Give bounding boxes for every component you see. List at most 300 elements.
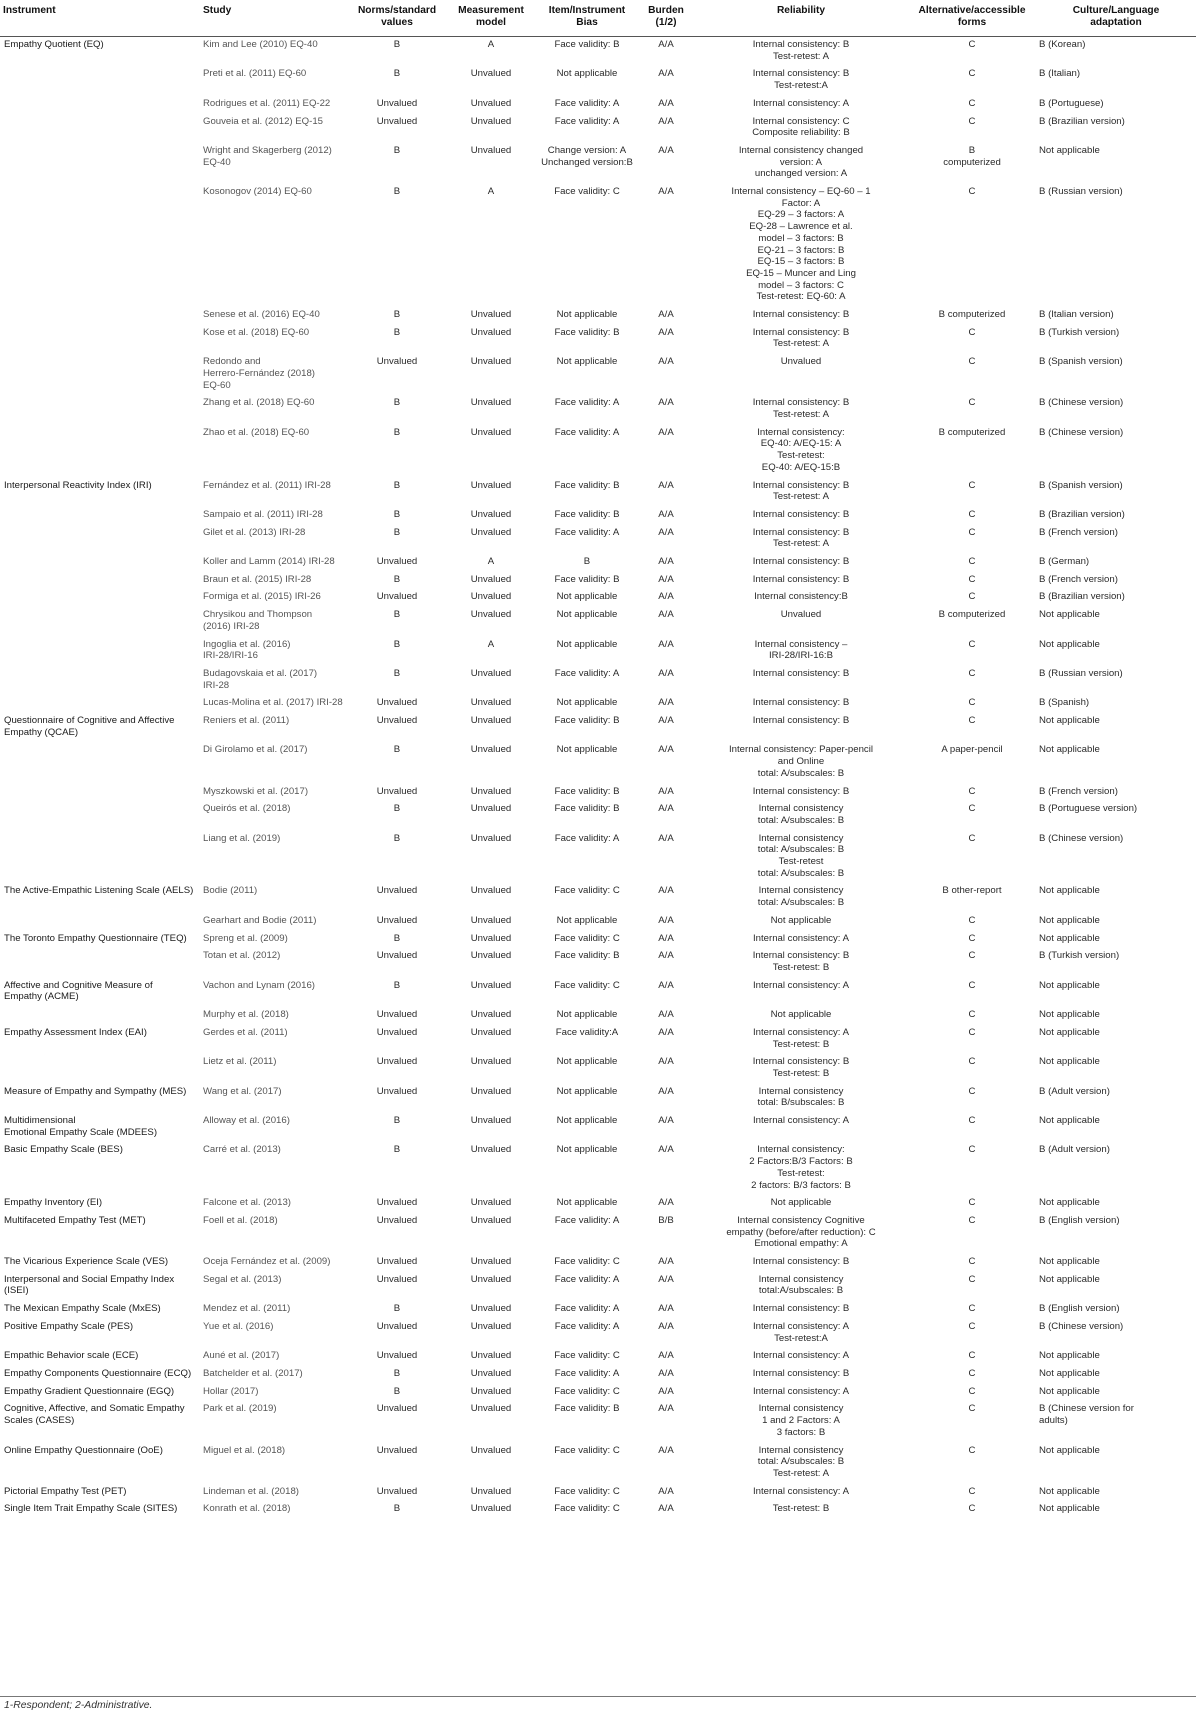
norms-cell — [348, 1142, 446, 1195]
table-footnote: 1-Respondent; 2-Administrative. — [4, 1700, 153, 1711]
cell-line: Internal consistency: B — [752, 326, 850, 338]
measurement-model-cell — [446, 37, 536, 67]
culture-cell — [1036, 801, 1196, 830]
bias-cell — [536, 637, 638, 666]
cell-line: Face validity: B — [554, 950, 620, 962]
reliability-cell — [694, 425, 908, 478]
table-row — [0, 325, 1196, 354]
norms-cell — [348, 1054, 446, 1083]
cell-line: Face validity: B — [554, 715, 620, 727]
table-row — [0, 1443, 1196, 1484]
cell-line: Face validity: A — [554, 426, 620, 438]
cell-line: A/A — [658, 397, 674, 409]
forms-cell — [908, 507, 1036, 525]
culture-cell — [1036, 307, 1196, 325]
cell-line: and Online — [777, 756, 825, 768]
reliability-cell — [694, 66, 908, 95]
measurement-model-cell — [446, 1384, 536, 1402]
study-cell — [200, 666, 348, 695]
table-row — [0, 1113, 1196, 1142]
burden-cell — [638, 1007, 694, 1025]
cell-line: A/A — [658, 932, 674, 944]
table-row — [0, 1384, 1196, 1402]
measurement-model-cell — [446, 114, 536, 143]
burden-cell — [638, 666, 694, 695]
culture-cell — [1036, 637, 1196, 666]
cell-line: C — [968, 638, 976, 650]
cell-line: Internal consistency: — [757, 1144, 845, 1156]
cell-line: Unvalued — [470, 697, 512, 709]
cell-line: Face validity: A — [554, 97, 620, 109]
cell-line: Liang et al. (2019) — [203, 832, 281, 844]
bias-cell — [536, 883, 638, 912]
study-cell — [200, 1348, 348, 1366]
culture-cell — [1036, 354, 1196, 395]
cell-line: total: A/subscales: B — [757, 897, 845, 909]
cell-line: Unvalued — [376, 1350, 418, 1362]
study-cell — [200, 1084, 348, 1113]
bias-cell — [536, 184, 638, 307]
cell-line: A/A — [658, 1403, 674, 1415]
burden-cell — [638, 1301, 694, 1319]
cell-line: B (Adult version) — [1039, 1144, 1110, 1156]
culture-cell — [1036, 395, 1196, 424]
cell-line: A/A — [658, 356, 674, 368]
culture-cell — [1036, 1443, 1196, 1484]
cell-line: A/A — [658, 1256, 674, 1268]
forms-cell — [908, 1384, 1036, 1402]
norms-cell — [348, 1301, 446, 1319]
cell-line: B — [393, 832, 401, 844]
culture-cell — [1036, 1319, 1196, 1348]
bias-cell — [536, 1084, 638, 1113]
cell-line: Not applicable — [556, 1144, 618, 1156]
norms-cell — [348, 507, 446, 525]
cell-line: Batchelder et al. (2017) — [203, 1367, 303, 1379]
table-row — [0, 37, 1196, 67]
cell-line: Empathy Gradient Questionnaire (EGQ) — [4, 1385, 175, 1397]
cell-line: Test-retest: B — [772, 1503, 830, 1515]
cell-line: C — [968, 979, 976, 991]
header-study — [200, 0, 348, 37]
cell-line: Not applicable — [556, 591, 618, 603]
cell-line: A/A — [658, 914, 674, 926]
cell-line: Unvalued — [470, 68, 512, 80]
cell-line: Internal consistency: A — [753, 1026, 849, 1038]
study-cell — [200, 607, 348, 636]
cell-line: Not applicable — [556, 1009, 618, 1021]
cell-line: Unvalued — [376, 885, 418, 897]
culture-cell — [1036, 1366, 1196, 1384]
reliability-cell — [694, 307, 908, 325]
cell-line: A/A — [658, 309, 674, 321]
measurement-model-cell — [446, 695, 536, 713]
cell-line: Unvalued — [470, 1485, 512, 1497]
cell-line: B (Brazilian version) — [1039, 591, 1125, 603]
instrument-cell — [0, 913, 200, 931]
instrument-cell — [0, 572, 200, 590]
cell-line: B — [393, 326, 401, 338]
table-row — [0, 1272, 1196, 1301]
forms-cell — [908, 713, 1036, 742]
cell-line: C — [968, 1303, 976, 1315]
cell-line: Test-retest: — [777, 450, 825, 462]
bias-cell — [536, 1113, 638, 1142]
forms-cell — [908, 1213, 1036, 1254]
instrument-cell — [0, 978, 200, 1007]
cell-line: Not applicable — [1039, 1367, 1100, 1379]
instrument-cell — [0, 784, 200, 802]
reliability-cell — [694, 395, 908, 424]
culture-cell — [1036, 913, 1196, 931]
reliability-cell — [694, 1348, 908, 1366]
norms-cell — [348, 913, 446, 931]
header-burden — [638, 0, 694, 37]
instrument-cell — [0, 695, 200, 713]
cell-line: A/A — [658, 885, 674, 897]
cell-line: Face validity: B — [554, 508, 620, 520]
instrument-cell — [0, 1025, 200, 1054]
norms-cell — [348, 1384, 446, 1402]
cell-line: A paper-pencil — [941, 744, 1003, 756]
norms-cell — [348, 948, 446, 977]
cell-line: Test-retest: A — [773, 338, 829, 350]
cell-line: Face validity: A — [554, 397, 620, 409]
cell-line: Miguel et al. (2018) — [203, 1444, 286, 1456]
cell-line: Not applicable — [770, 914, 832, 926]
forms-cell — [908, 1054, 1036, 1083]
forms-cell — [908, 1443, 1036, 1484]
cell-line: Unvalued — [470, 950, 512, 962]
cell-line: Multidimensional — [4, 1115, 76, 1127]
cell-line: Not applicable — [1039, 1503, 1100, 1515]
cell-line: Face validity: C — [554, 932, 620, 944]
instrument-cell — [0, 1195, 200, 1213]
measurement-model-cell — [446, 1084, 536, 1113]
cell-line: Ingoglia et al. (2016) — [203, 638, 291, 650]
cell-line: B (Chinese version) — [1039, 1320, 1124, 1332]
cell-line: model – 3 factors: B — [758, 232, 844, 244]
cell-line: EQ-15 – 3 factors: B — [757, 256, 845, 268]
study-cell — [200, 1272, 348, 1301]
header-culture — [1036, 0, 1196, 37]
cell-line: Unvalued — [780, 356, 822, 368]
measurement-model-cell — [446, 742, 536, 783]
cell-line: Face validity: A — [554, 667, 620, 679]
cell-line: Lietz et al. (2011) — [203, 1056, 277, 1068]
cell-line: B (Brazilian version) — [1039, 115, 1125, 127]
bias-cell — [536, 801, 638, 830]
cell-line: A/A — [658, 115, 674, 127]
study-cell — [200, 913, 348, 931]
cell-line: B — [393, 508, 401, 520]
cell-line: Not applicable — [1039, 609, 1100, 621]
cell-line: Unvalued — [470, 1303, 512, 1315]
cell-line: Not applicable — [556, 914, 618, 926]
cell-line: Not applicable — [556, 1197, 618, 1209]
cell-line: B — [393, 1115, 401, 1127]
cell-line: IRI-28 — [203, 679, 230, 691]
instrument-cell — [0, 1301, 200, 1319]
measurement-model-cell — [446, 525, 536, 554]
cell-line: B/B — [658, 1214, 674, 1226]
table-row — [0, 395, 1196, 424]
cell-line: Unvalued — [376, 1256, 418, 1268]
norms-cell — [348, 1484, 446, 1502]
norms-cell — [348, 801, 446, 830]
table-row — [0, 554, 1196, 572]
cell-line: EQ-60 — [203, 379, 231, 391]
cell-line: Unvalued — [470, 1197, 512, 1209]
cell-line: Totan et al. (2012) — [203, 950, 281, 962]
cell-line: Face validity: C — [554, 1444, 620, 1456]
study-cell — [200, 1195, 348, 1213]
cell-line: C — [968, 715, 976, 727]
cell-line: C — [968, 1367, 976, 1379]
bias-cell — [536, 525, 638, 554]
reliability-cell — [694, 1301, 908, 1319]
cell-line: Oceja Fernández et al. (2009) — [203, 1256, 331, 1268]
bias-cell — [536, 1301, 638, 1319]
cell-line: Not applicable — [556, 609, 618, 621]
reliability-cell — [694, 1142, 908, 1195]
burden-cell — [638, 784, 694, 802]
cell-line: The Vicarious Experience Scale (VES) — [4, 1256, 169, 1268]
cell-line: Internal consistency: B — [752, 573, 850, 585]
table-row — [0, 1348, 1196, 1366]
cell-line: Face validity: C — [554, 1350, 620, 1362]
bias-cell — [536, 742, 638, 783]
bias-cell — [536, 607, 638, 636]
cell-line: Internal consistency — [758, 1273, 844, 1285]
cell-line: IRI-28/IRI-16:B — [769, 650, 833, 662]
cell-line: A/A — [658, 1197, 674, 1209]
forms-cell — [908, 554, 1036, 572]
table-row — [0, 96, 1196, 114]
reliability-cell — [694, 1384, 908, 1402]
instrument-cell — [0, 525, 200, 554]
forms-cell — [908, 831, 1036, 884]
cell-line: A/A — [658, 1303, 674, 1315]
cell-line: B — [393, 932, 401, 944]
cell-line: Unvalued — [376, 1273, 418, 1285]
reliability-cell — [694, 507, 908, 525]
cell-line: A/A — [658, 479, 674, 491]
cell-line: A/A — [658, 39, 674, 50]
cell-line: A/A — [658, 803, 674, 815]
reliability-cell — [694, 325, 908, 354]
norms-cell — [348, 1348, 446, 1366]
reliability-cell — [694, 1213, 908, 1254]
study-cell — [200, 742, 348, 783]
bias-cell — [536, 1213, 638, 1254]
cell-line: total:A/subscales: B — [758, 1285, 844, 1297]
measurement-model-cell — [446, 784, 536, 802]
cell-line: C — [968, 1085, 976, 1097]
cell-line: Unvalued — [470, 479, 512, 491]
culture-cell — [1036, 96, 1196, 114]
study-cell — [200, 1254, 348, 1272]
bias-cell — [536, 572, 638, 590]
header-instrument — [0, 0, 200, 37]
cell-line: A/A — [658, 186, 674, 198]
cell-line: Hollar (2017) — [203, 1385, 259, 1397]
header-line: Item/Instrument — [548, 5, 626, 16]
cell-line: C — [968, 1273, 976, 1285]
cell-line: B — [393, 186, 401, 198]
burden-cell — [638, 425, 694, 478]
cell-line: Measure of Empathy and Sympathy (MES) — [4, 1085, 187, 1097]
cell-line: Not applicable — [770, 1197, 832, 1209]
forms-cell — [908, 607, 1036, 636]
measurement-model-cell — [446, 1007, 536, 1025]
cell-line: B — [393, 573, 401, 585]
measurement-model-cell — [446, 325, 536, 354]
cell-line: Not applicable — [1039, 144, 1100, 156]
cell-line: Affective and Cognitive Measure of — [4, 979, 153, 991]
cell-line: Not applicable — [556, 1056, 618, 1068]
reliability-cell — [694, 666, 908, 695]
cell-line: B computerized — [938, 426, 1006, 438]
cell-line: Internal consistency: B — [752, 1367, 850, 1379]
cell-line: Vachon and Lynam (2016) — [203, 979, 315, 991]
measurement-model-cell — [446, 1054, 536, 1083]
burden-cell — [638, 1401, 694, 1442]
cell-line: Unvalued — [376, 950, 418, 962]
cell-line: C — [968, 932, 976, 944]
header-line: Instrument — [3, 5, 56, 16]
table-row — [0, 637, 1196, 666]
cell-line: A — [487, 638, 495, 650]
cell-line: Emotional empathy: A — [754, 1238, 848, 1250]
header-bias — [536, 0, 638, 37]
cell-line: Myszkowski et al. (2017) — [203, 785, 309, 797]
study-cell — [200, 1443, 348, 1484]
instrument-cell — [0, 1348, 200, 1366]
measurement-model-cell — [446, 572, 536, 590]
instrument-cell — [0, 742, 200, 783]
cell-line: C — [968, 1256, 976, 1268]
bias-cell — [536, 507, 638, 525]
cell-line: B — [393, 609, 401, 621]
cell-line: EQ-29 – 3 factors: A — [757, 209, 845, 221]
norms-cell — [348, 395, 446, 424]
cell-line: Not applicable — [1039, 715, 1100, 727]
norms-cell — [348, 554, 446, 572]
cell-line: C — [968, 697, 976, 709]
cell-line: Internal consistency — [758, 832, 844, 844]
study-cell — [200, 589, 348, 607]
norms-cell — [348, 572, 446, 590]
norms-cell — [348, 713, 446, 742]
bias-cell — [536, 589, 638, 607]
bias-cell — [536, 478, 638, 507]
cell-line: Gilet et al. (2013) IRI-28 — [203, 526, 306, 538]
cell-line: Unvalued — [470, 1350, 512, 1362]
culture-cell — [1036, 1484, 1196, 1502]
cell-line: Not applicable — [1039, 1009, 1100, 1021]
culture-cell — [1036, 1195, 1196, 1213]
reliability-cell — [694, 1113, 908, 1142]
cell-line: A/A — [658, 1273, 674, 1285]
cell-line: C — [968, 1197, 976, 1209]
burden-cell — [638, 913, 694, 931]
cell-line: C — [968, 1115, 976, 1127]
header-line: adaptation — [1090, 17, 1142, 29]
cell-line: Test-retest — [778, 856, 824, 868]
cell-line: A/A — [658, 144, 674, 156]
burden-cell — [638, 1213, 694, 1254]
culture-cell — [1036, 784, 1196, 802]
instrument-cell — [0, 589, 200, 607]
measurement-model-cell — [446, 1254, 536, 1272]
table-row — [0, 948, 1196, 977]
table-row — [0, 931, 1196, 949]
forms-cell — [908, 96, 1036, 114]
cell-line: Internal consistency: B — [752, 397, 850, 409]
reliability-cell — [694, 478, 908, 507]
cell-line: B (Russian version) — [1039, 667, 1123, 679]
cell-line: Sampaio et al. (2011) IRI-28 — [203, 508, 323, 520]
reliability-cell — [694, 143, 908, 184]
burden-cell — [638, 1366, 694, 1384]
cell-line: B (Chinese version) — [1039, 832, 1124, 844]
cell-line: Internal consistency — [758, 803, 844, 815]
cell-line: A/A — [658, 1367, 674, 1379]
cell-line: Internal consistency: A — [753, 1385, 849, 1397]
norms-cell — [348, 96, 446, 114]
instrument-cell — [0, 425, 200, 478]
instrument-cell — [0, 1113, 200, 1142]
cell-line: Internal consistency — [758, 885, 844, 897]
cell-line: A/A — [658, 426, 674, 438]
table-row — [0, 507, 1196, 525]
instrument-cell — [0, 931, 200, 949]
bias-cell — [536, 307, 638, 325]
cell-line: Internal consistency: B — [752, 556, 850, 568]
cell-line: C — [968, 326, 976, 338]
cell-line: Internal consistency: A — [753, 932, 849, 944]
cell-line: C — [968, 526, 976, 538]
cell-line: Test-retest: B — [772, 1038, 830, 1050]
instrument-cell — [0, 1384, 200, 1402]
cell-line: Unvalued — [470, 1056, 512, 1068]
cell-line: A/A — [658, 785, 674, 797]
table-row — [0, 114, 1196, 143]
bias-cell — [536, 784, 638, 802]
measurement-model-cell — [446, 589, 536, 607]
culture-cell — [1036, 1272, 1196, 1301]
cell-line: Unvalued — [470, 1403, 512, 1415]
bias-cell — [536, 1366, 638, 1384]
cell-line: total: A/subscales: B — [757, 867, 845, 879]
culture-cell — [1036, 978, 1196, 1007]
forms-cell — [908, 801, 1036, 830]
table-row — [0, 831, 1196, 884]
table-row — [0, 354, 1196, 395]
cell-line: Empathy Quotient (EQ) — [4, 39, 104, 50]
cell-line: Internal consistency: B — [752, 1303, 850, 1315]
measurement-model-cell — [446, 637, 536, 666]
measurement-model-cell — [446, 425, 536, 478]
instrument-cell — [0, 607, 200, 636]
measurement-model-cell — [446, 307, 536, 325]
cell-line: A/A — [658, 1144, 674, 1156]
measurement-model-cell — [446, 96, 536, 114]
culture-cell — [1036, 478, 1196, 507]
cell-line: Not applicable — [1039, 1256, 1100, 1268]
bias-cell — [536, 1272, 638, 1301]
